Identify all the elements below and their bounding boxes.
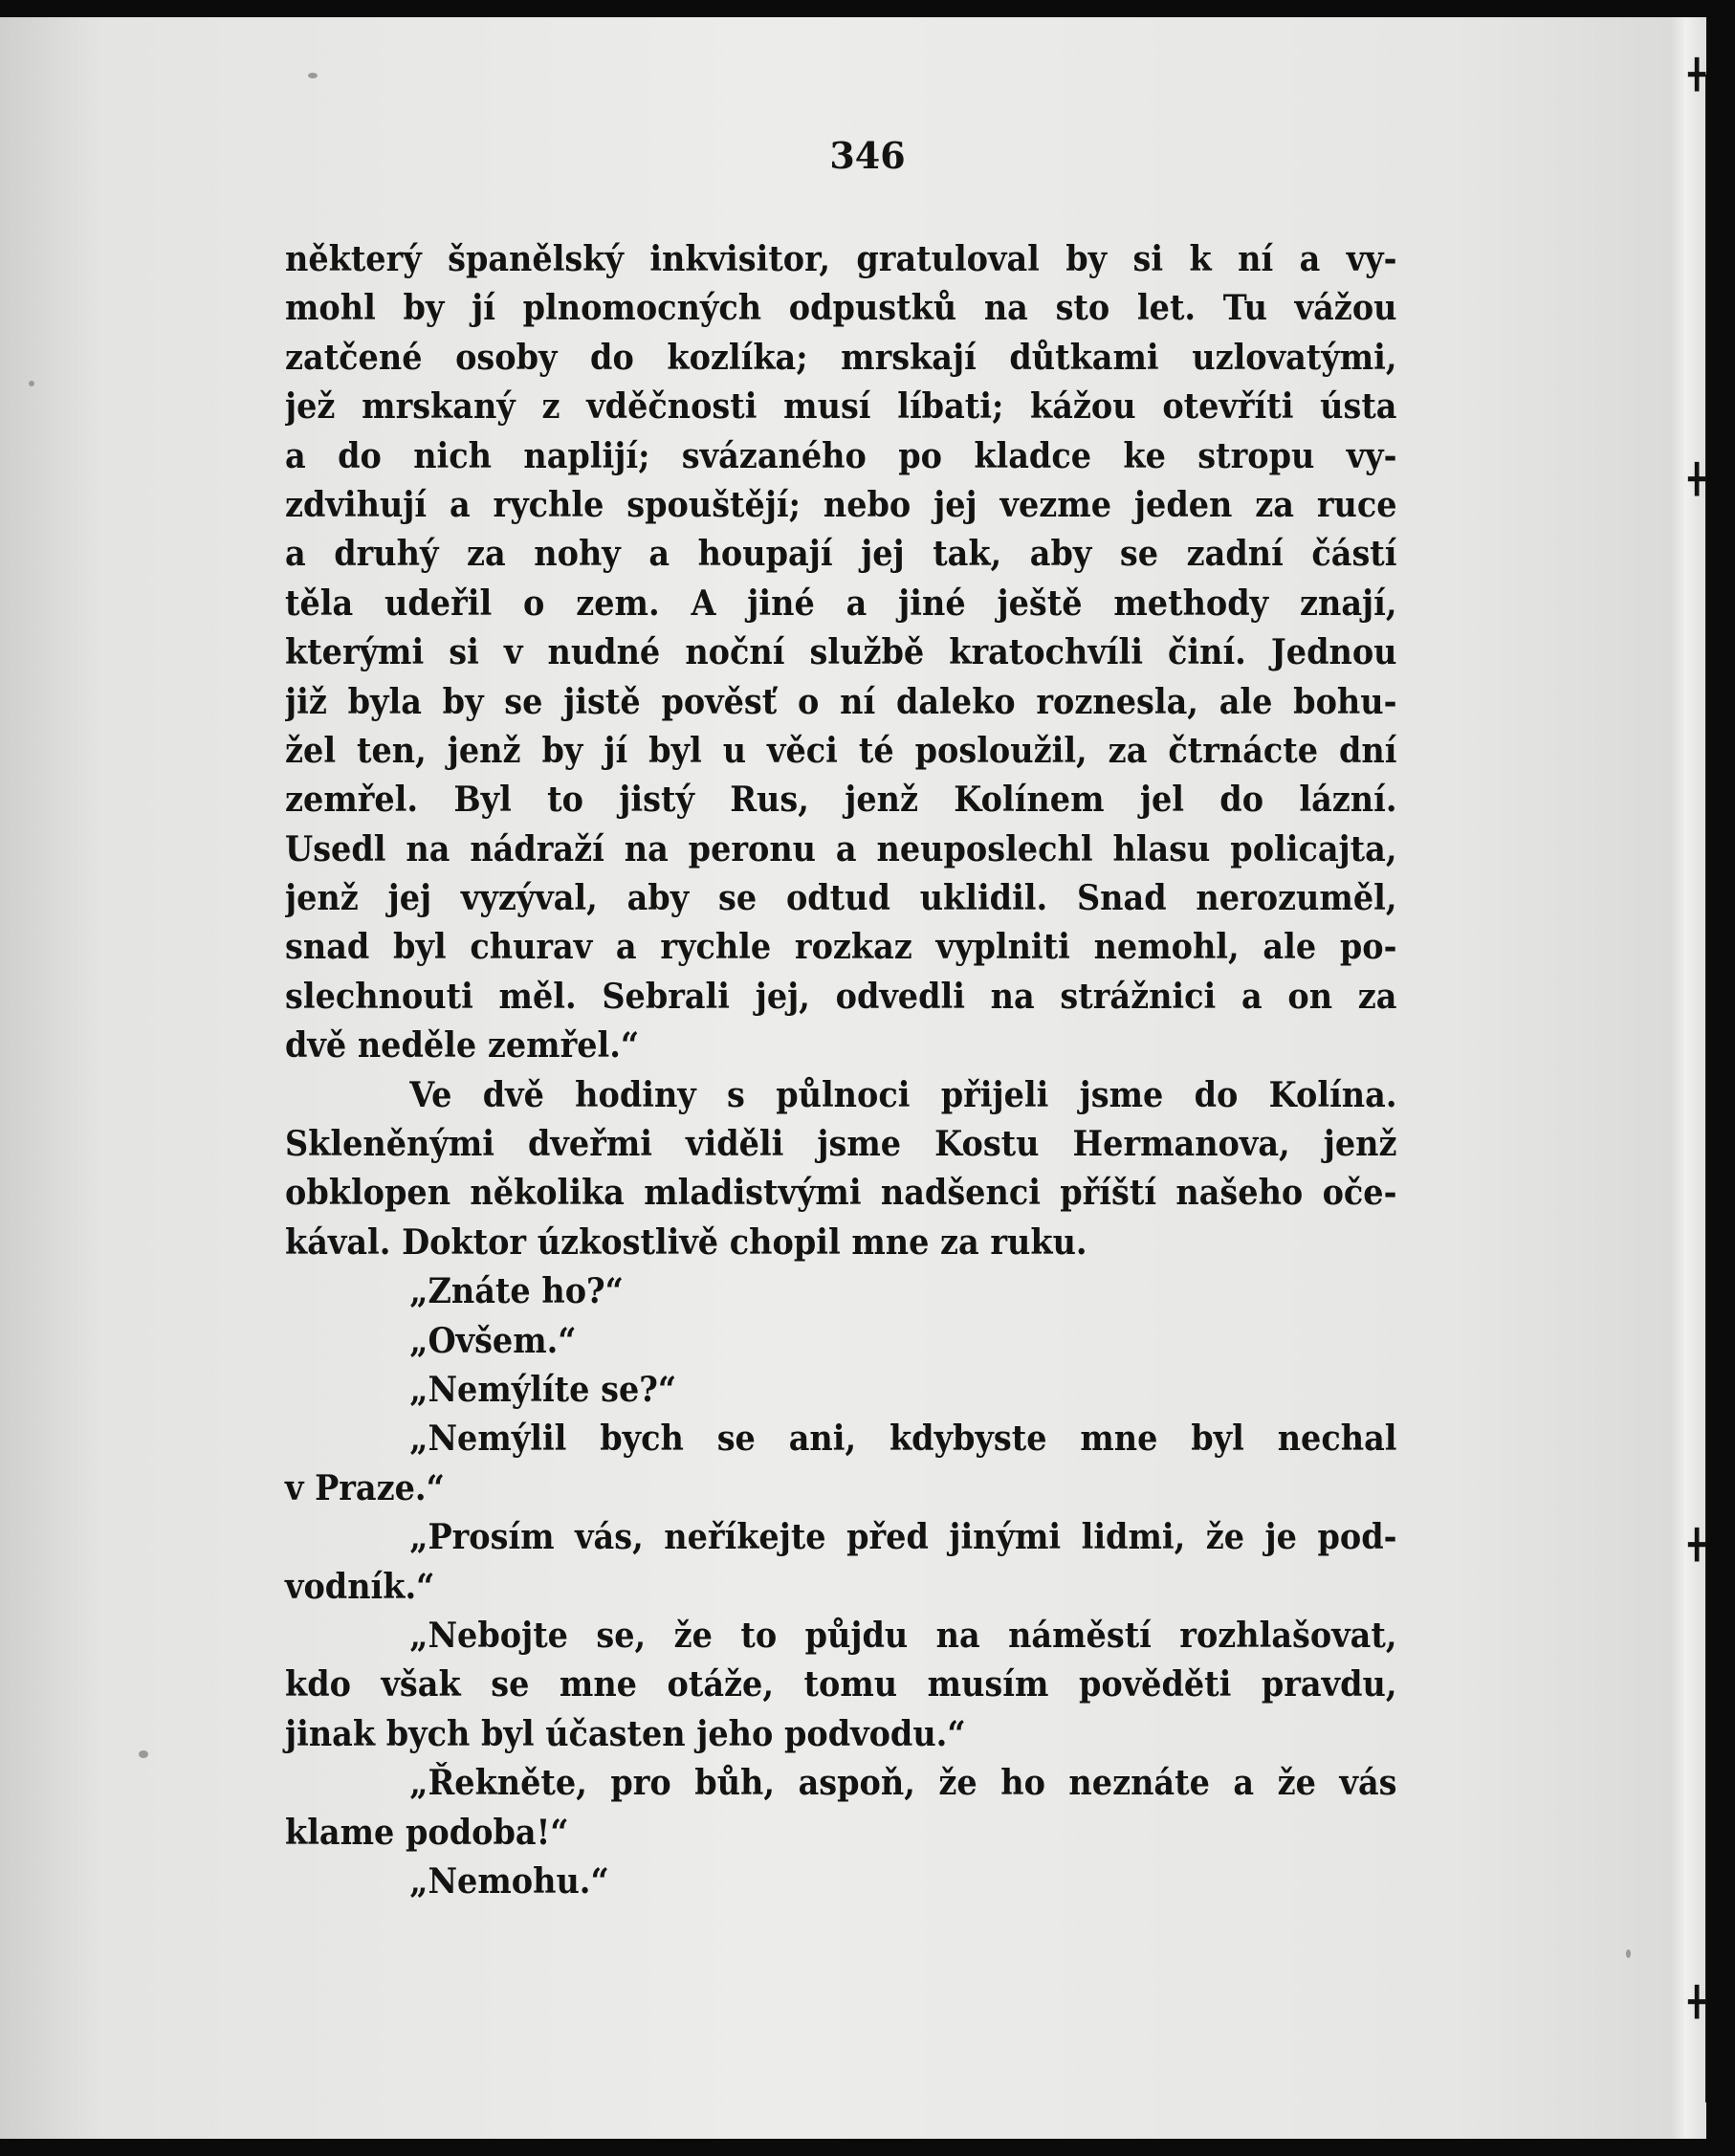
text-line: jinak bych byl účasten jeho podvodu.“ [285, 1713, 966, 1754]
text-line: zatčené osoby do kozlíka; mrskají důtkami uzlovatými, [285, 337, 1397, 378]
text-line: Ve dvě hodiny s půlnoci přijeli jsme do Kolína. [409, 1074, 1397, 1115]
page-number: 346 [829, 134, 906, 177]
edge-mark-bottom: ╋ [1688, 1986, 1706, 2019]
text-line: kterými si v nudné noční službě kratochvíli činí. Jednou [285, 632, 1397, 673]
text-line: „Řekněte, pro bůh, aspoň, že ho neznáte a že vás [409, 1763, 1397, 1804]
text-line: kával. Doktor úzkostlivě chopil mne za ruku. [285, 1221, 1087, 1263]
page-edge-line [1705, 75, 1706, 2102]
scan-speck [308, 73, 318, 78]
text-line: obklopen několika mladistvými nadšenci příští našeho oče- [285, 1173, 1397, 1214]
text-line: slechnouti měl. Sebrali jej, odvedli na strážnici a on za [285, 976, 1397, 1017]
text-line: „Znáte ho?“ [409, 1271, 624, 1312]
text-line: „Nemohu.“ [409, 1860, 609, 1902]
text-line: a do nich naplijí; svázaného po kladce ke stropu vy- [285, 435, 1397, 476]
text-line: kdo však se mne otáže, tomu musím pověděti pravdu, [285, 1664, 1397, 1705]
text-line: snad byl churav a rychle rozkaz vyplniti nemohl, ale po- [285, 927, 1397, 968]
text-line: „Nemýlil bych se ani, kdybyste mne byl nechal [409, 1419, 1397, 1460]
text-line: v Praze.“ [285, 1467, 445, 1508]
text-line: zdvihují a rychle spouštějí; nebo jej vezme jeden za ruce [285, 484, 1397, 525]
scan-speck [1626, 1949, 1631, 1958]
page-edge-strip [1672, 17, 1706, 2139]
body-text [285, 235, 1397, 1906]
scan-speck [29, 381, 34, 386]
text-line: mohl by jí plnomocných odpustků na sto let. Tu vážou [285, 288, 1397, 329]
text-line: již byla by se jistě pověsť o ní daleko roznesla, ale bohu- [285, 681, 1397, 722]
text-line: těla udeřil o zem. A jiné a jiné ještě methody znají, [285, 583, 1397, 624]
text-line: „Ovšem.“ [409, 1320, 577, 1361]
text-line: a druhý za nohy a houpají jej tak, aby se zadní částí [285, 534, 1397, 575]
text-line: jež mrskaný z vděčnosti musí líbati; kážou otevříti ústa [285, 386, 1397, 428]
text-line: jenž jej vyzýval, aby se odtud uklidil. Snad nerozuměl, [285, 878, 1397, 919]
text-line: zemřel. Byl to jistý Rus, jenž Kolínem jel do lázní. [285, 780, 1397, 821]
text-line: klame podoba!“ [285, 1812, 569, 1853]
text-line: „Nemýlíte se?“ [409, 1369, 677, 1410]
text-line: Skleněnými dveřmi viděli jsme Kostu Hermanova, jenž [285, 1124, 1397, 1165]
text-line: Usedl na nádraží na peronu a neuposlechl hlasu policajta, [285, 828, 1397, 869]
text-line: „Nebojte se, že to půjdu na náměstí rozhlašovat, [409, 1615, 1397, 1656]
scan-speck [139, 1750, 148, 1758]
text-line: žel ten, jenž by jí byl u věci té posloužil, za čtrnácte dní [285, 730, 1397, 771]
text-line: vodník.“ [285, 1566, 435, 1607]
edge-mark-top: ╋ [1688, 58, 1706, 92]
text-line: některý španělský inkvisitor, gratuloval by si k ní a vy- [285, 239, 1397, 279]
text-line: dvě neděle zemřel.“ [285, 1025, 640, 1067]
edge-mark-lower: ╋ [1688, 1529, 1706, 1562]
text-line: „Prosím vás, neříkejte před jinými lidmi, že je pod- [409, 1517, 1397, 1558]
edge-mark-upper: ╋ [1688, 463, 1706, 496]
